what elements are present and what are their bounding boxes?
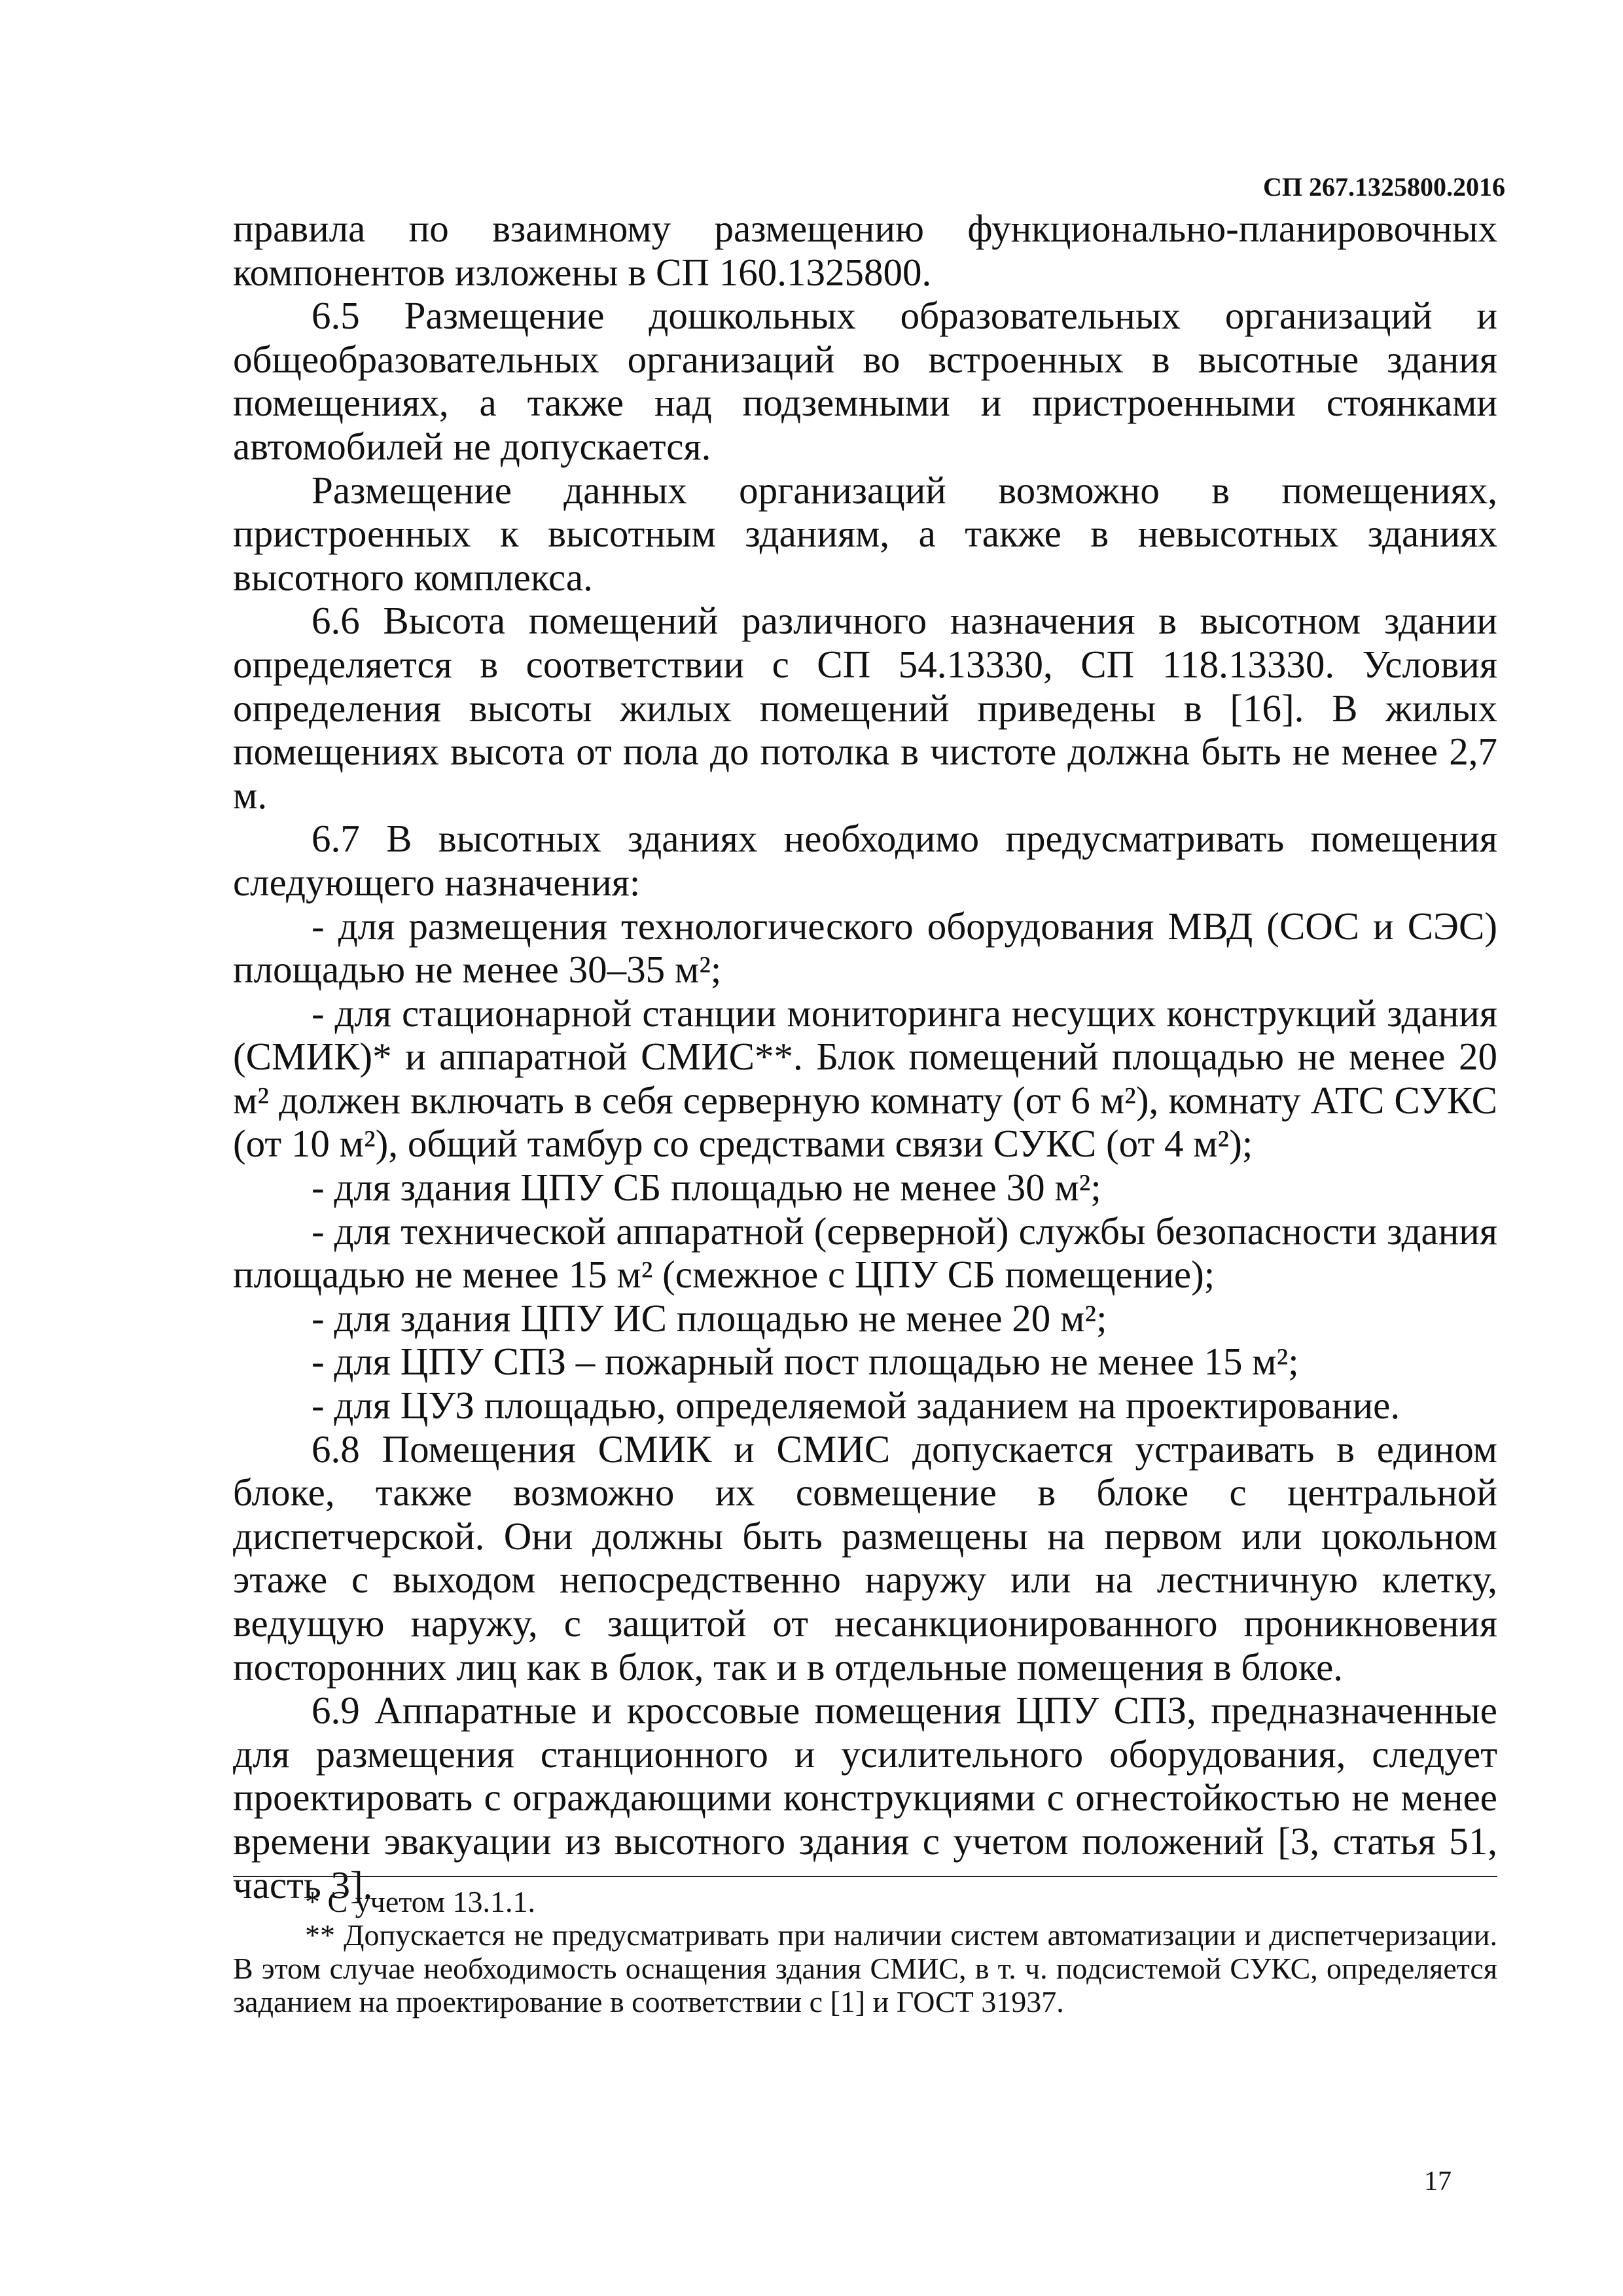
list-item-cuz: - для ЦУЗ площадью, определяемой заданием на проектирование. xyxy=(312,1384,1400,1427)
footnote-separator xyxy=(233,1876,1497,1877)
paragraph-6-5-placement: Размещение данных организаций возможно в помещениях, пристроенных к высотным зданиям, а также в невысотных зданиях высотного комплекса. xyxy=(233,468,1497,599)
footnote-1: * С учетом 13.1.1. xyxy=(305,1885,535,1918)
list-item-cpu-spz: - для ЦПУ СПЗ – пожарный пост площадью не менее 15 м²; xyxy=(312,1340,1299,1384)
page-number: 17 xyxy=(1424,2166,1452,2197)
paragraph-6-5: 6.5 Размещение дошкольных образовательных организаций и общеобразовательных организаций во встроенных в высотные здания помещениях, а также над подземными и пристроенными стоянками автомобилей не допускается. xyxy=(233,294,1497,468)
list-item-cpu-sb: - для здания ЦПУ СБ площадью не менее 30 м²; xyxy=(312,1166,1101,1210)
list-item-security-server-room: - для технической аппаратной (серверной) службы безопасности здания площадью не менее 15 м² (смежное с ЦПУ СБ помещение); xyxy=(233,1209,1497,1297)
main-text-body xyxy=(233,207,1497,1907)
document-code-header: СП 267.1325800.2016 xyxy=(1263,172,1505,202)
footnotes xyxy=(233,1885,1497,2018)
list-item-smik-station: - для стационарной станции мониторинга несущих конструкций здания (СМИК)* и аппаратной СМИС**. Блок помещений площадью не менее 20 м² должен включать в себя серверную комнату (от 6 м²), комнату АТС СУКС (от 10 м²), общий тамбур со средствами связи СУКС (от 4 м²); xyxy=(233,991,1497,1166)
paragraph-continuation: правила по взаимному размещению функционально-планировочных компонентов изложены в СП 160.1325800. xyxy=(233,207,1497,294)
footnote-2: ** Допускается не предусматривать при наличии систем автоматизации и диспетчеризации. В этом случае необходимость оснащения здания СМИС, в т. ч. подсистемой СУКС, определяется заданием на проектирование в соответствии с [1] и ГОСТ 31937. xyxy=(233,1918,1497,2018)
paragraph-6-6: 6.6 Высота помещений различного назначения в высотном здании определяется в соответствии с СП 54.13330, СП 118.13330. Условия определения высоты жилых помещений приведены в [16]. В жилых помещениях высота от пола до потолка в чистоте должна быть не менее 2,7 м. xyxy=(233,599,1497,817)
paragraph-6-9: 6.9 Аппаратные и кроссовые помещения ЦПУ СПЗ, предназначенные для размещения станционного и усилительного оборудования, следует проектировать с ограждающими конструкциями с огнестойкостью не менее времени эвакуации из высотного здания с учетом положений [3, статья 51, часть 3]. xyxy=(233,1689,1497,1907)
paragraph-6-8: 6.8 Помещения СМИК и СМИС допускается устраивать в едином блоке, также возможно их совмещение в блоке с центральной диспетчерской. Они должны быть размещены на первом или цокольном этаже с выходом непосредственно наружу или на лестничную клетку, ведущую наружу, с защитой от несанкционированного проникновения посторонних лиц как в блок, так и в отдельные помещения в блоке. xyxy=(233,1427,1497,1689)
paragraph-6-7: 6.7 В высотных зданиях необходимо предусматривать помещения следующего назначения: xyxy=(233,817,1497,904)
list-item-cpu-is: - для здания ЦПУ ИС площадью не менее 20 м²; xyxy=(312,1296,1107,1340)
list-item-mvd-equipment: - для размещения технологического оборудования МВД (СОС и СЭС) площадью не менее 30–35 м²; xyxy=(233,904,1497,992)
